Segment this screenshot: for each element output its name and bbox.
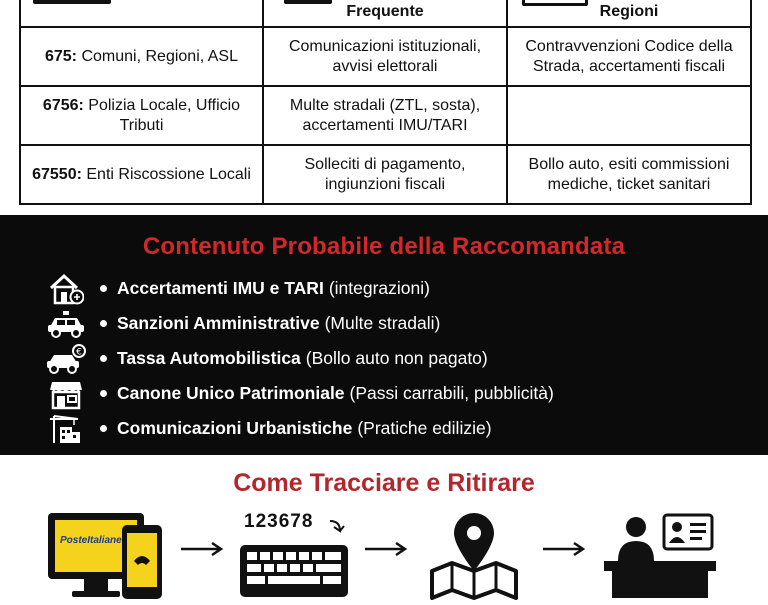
content-title: Contenuto Probabile della Raccomandata	[142, 233, 626, 260]
list-item: € Tassa Automobilistica (Bollo auto non pagato)	[46, 341, 554, 376]
bullet-dot	[100, 355, 107, 362]
table-header-cell: Frequente	[263, 0, 507, 27]
table-row	[20, 86, 751, 145]
bullet-dot	[100, 425, 107, 432]
header-icon	[522, 0, 588, 6]
poste-logo-label: PosteItaliane	[60, 535, 122, 546]
bullet-dot	[100, 285, 107, 292]
table-cell-regions: Contravvenzioni Codice della Strada, accertamenti fiscali	[507, 27, 751, 86]
tracking-section	[0, 455, 768, 600]
list-item: Accertamenti IMU e TARI (integrazioni)	[46, 271, 554, 306]
content-section	[0, 215, 768, 455]
codes-table-section	[0, 0, 768, 215]
table-header-row	[20, 0, 751, 27]
car-euro-icon	[46, 343, 86, 375]
table-row	[20, 145, 751, 204]
header-icon	[284, 0, 332, 4]
arrow-right-icon	[542, 541, 586, 562]
bullet-dot	[100, 390, 107, 397]
table-cell-frequent: Multe stradali (ZTL, sosta), accertamenti IMU/TARI	[263, 86, 507, 145]
table-cell-sender: 67550: Enti Riscossione Locali	[20, 145, 263, 204]
table-header-cell: Regioni	[507, 0, 751, 27]
police-car-icon	[46, 308, 86, 340]
building-crane-icon	[46, 413, 86, 445]
table-cell-sender: 6756: Polizia Locale, Ufficio Tributi	[20, 86, 263, 145]
table-cell-frequent: Solleciti di pagamento, ingiunzioni fiscali	[263, 145, 507, 204]
svg-text:€: €	[76, 347, 82, 357]
tracking-title: Come Tracciare e Ritirare	[233, 469, 535, 497]
table-cell-frequent: Comunicazioni istituzionali, avvisi elettorali	[263, 27, 507, 86]
header-icon	[33, 0, 111, 4]
devices-icon	[46, 511, 166, 605]
table-header-cell	[20, 0, 263, 27]
content-list	[46, 271, 554, 446]
arrow-right-icon	[180, 541, 224, 562]
list-item: Canone Unico Patrimoniale (Passi carrabili, pubblicità)	[46, 376, 554, 411]
table-cell-sender: 675: Comuni, Regioni, ASL	[20, 27, 263, 86]
codes-table	[19, 0, 752, 205]
bullet-dot	[100, 320, 107, 327]
map-pin-icon	[424, 509, 524, 605]
table-row	[20, 27, 751, 86]
counter-icon	[600, 509, 718, 605]
list-item: Comunicazioni Urbanistiche (Pratiche edilizie)	[46, 411, 554, 446]
tracking-code: 123678	[244, 511, 314, 532]
table-cell-regions: Bollo auto, esiti commissioni mediche, ticket sanitari	[507, 145, 751, 204]
shop-icon	[46, 378, 86, 410]
house-tax-icon	[46, 273, 86, 305]
arrow-right-icon	[364, 541, 408, 562]
list-item: Sanzioni Amministrative (Multe stradali)	[46, 306, 554, 341]
table-cell-regions	[507, 86, 751, 145]
